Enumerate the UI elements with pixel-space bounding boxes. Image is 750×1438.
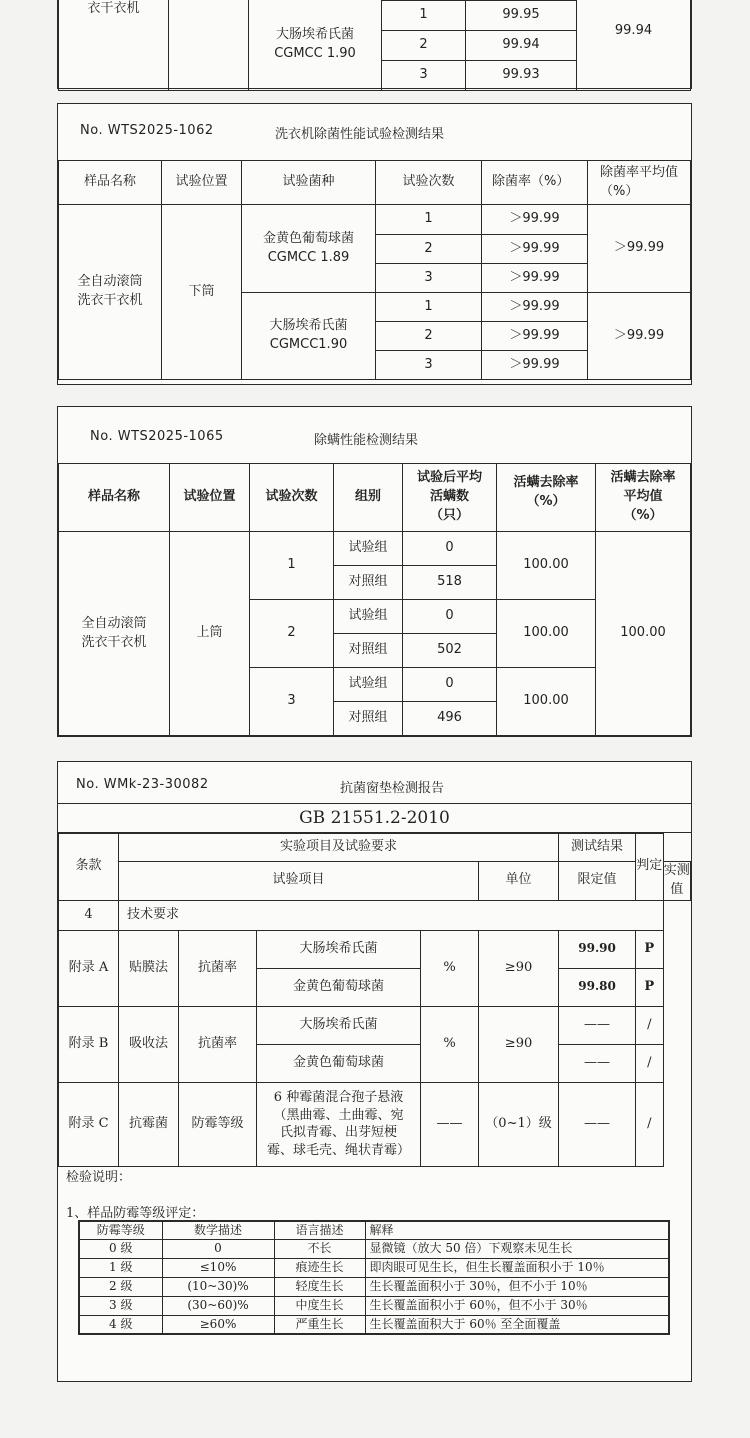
appendix-c: 附录 C (59, 1082, 119, 1166)
strain-cell: 金黄色葡萄球菌 (257, 968, 421, 1006)
strain-cell: 金黄色葡萄球菌 (257, 1044, 421, 1082)
grade-explain: 生长覆盖面积小于 30％，但不小于 10％ (365, 1277, 669, 1296)
col-removal-rate: 活螨去除率 （%） (497, 464, 596, 532)
header-row (59, 161, 691, 205)
group-cell: 对照组 (334, 634, 403, 668)
measured-cell: 99.80 (559, 968, 636, 1006)
rate-cell: 99.94 (466, 31, 577, 61)
grade-explain: 生长覆盖面积大于 60％ 至全面覆盖 (365, 1315, 669, 1334)
rate-cell: 99.95 (466, 1, 577, 31)
grade-level: 2 级 (79, 1277, 162, 1296)
count-cell: 496 (403, 702, 497, 736)
window-gasket-card (57, 761, 692, 1382)
measured-cell: —— (559, 1044, 636, 1082)
col-avg-mites: 试验后平均 活螨数 （只） (403, 464, 497, 532)
header-row (59, 464, 691, 532)
grade-lang: 不长 (274, 1239, 365, 1258)
grade-header: 防霉等级 (79, 1221, 162, 1239)
grade-level: 1 级 (79, 1258, 162, 1277)
notes-item-1: 1、样品防霉等级评定： (66, 1206, 205, 1221)
removal-rate: 100.00 (497, 600, 596, 668)
grade-math: 0 (162, 1239, 274, 1258)
rate-cell: ＞99.99 (482, 322, 588, 351)
col-result: 测试结果 (559, 834, 636, 862)
standard-code: GB 21551.2-2010 (58, 804, 691, 833)
sample-name: 衣干衣机 (59, 0, 169, 91)
limit-cell: ≥90 (479, 1006, 559, 1082)
grade-math: (10~30)% (162, 1277, 274, 1296)
col-sample: 样品名称 (59, 161, 162, 205)
unit-cell: % (421, 1006, 479, 1082)
verdict-cell: / (636, 1082, 663, 1166)
verdict-cell: P (636, 930, 663, 968)
tech-requirements: 技术要求 (119, 900, 664, 930)
grade-lang: 中度生长 (274, 1296, 365, 1315)
position-cell: 上筒 (170, 532, 250, 736)
col-run: 试验次数 (250, 464, 334, 532)
grade-row (79, 1315, 669, 1334)
count-cell: 0 (403, 600, 497, 634)
strain-cell: 大肠埃希氏菌 (257, 930, 421, 968)
strain-cell: 大肠埃希氏菌 (257, 1006, 421, 1044)
count-cell: 0 (403, 532, 497, 566)
col-sample: 样品名称 (59, 464, 170, 532)
mite-removal-card (57, 406, 692, 737)
col-items-req: 实验项目及试验要求 (119, 834, 559, 862)
run-cell: 1 (376, 205, 482, 235)
rate-cell: ＞99.99 (482, 205, 588, 235)
grade-row (79, 1277, 669, 1296)
antibacterial-table-top (57, 0, 692, 89)
rate-cell: ＞99.99 (482, 264, 588, 293)
col-removal-avg: 活螨去除率 平均值 （%） (596, 464, 691, 532)
item-cell: 抗菌率 (179, 1006, 257, 1082)
limit-cell: （0~1）级 (479, 1082, 559, 1166)
grade-header: 数学描述 (162, 1221, 274, 1239)
col-clause: 条款 (59, 834, 119, 901)
sample-name: 全自动滚筒 洗衣干衣机 (59, 532, 170, 736)
card-header (58, 762, 691, 804)
report-number: No. WTS2025-1062 (80, 123, 214, 138)
group-cell: 对照组 (334, 702, 403, 736)
grade-explain: 即肉眼可见生长，但生长覆盖面积小于 10％ (365, 1258, 669, 1277)
removal-avg: 100.00 (596, 532, 691, 736)
run-cell: 3 (376, 351, 482, 380)
rate-cell: ＞99.99 (482, 351, 588, 380)
method-cell: 抗霉菌 (119, 1082, 179, 1166)
strain-cell: 大肠埃希氏菌 CGMCC1.90 (242, 293, 376, 380)
col-position: 试验位置 (170, 464, 250, 532)
grade-lang: 痕迹生长 (274, 1258, 365, 1277)
run-cell: 3 (250, 668, 334, 736)
unit-cell: —— (421, 1082, 479, 1166)
run-cell: 3 (376, 264, 482, 293)
run-cell: 1 (250, 532, 334, 600)
col-measured: 实测值 (663, 862, 690, 901)
run-cell: 2 (382, 31, 466, 61)
rate-cell: 99.93 (466, 61, 577, 91)
col-group: 组别 (334, 464, 403, 532)
grade-explain: 生长覆盖面积小于 60％，但不小于 30％ (365, 1296, 669, 1315)
run-cell: 1 (376, 293, 482, 322)
verdict-cell: P (636, 968, 663, 1006)
count-cell: 518 (403, 566, 497, 600)
card-header (58, 104, 691, 161)
col-rate: 除菌率（%） (482, 161, 588, 205)
mite-table (58, 463, 691, 736)
measured-cell: 99.90 (559, 930, 636, 968)
col-avg: 除菌率平均值（%） (588, 161, 691, 205)
run-cell: 2 (376, 322, 482, 351)
col-unit: 单位 (479, 862, 559, 901)
card-header (58, 407, 691, 464)
grade-row (79, 1239, 669, 1258)
mold-desc: 6 种霉菌混合孢子悬液 （黑曲霉、土曲霉、宛 氏拟青霉、出芽短梗 霉、球毛壳、绳状青霉） (257, 1082, 421, 1166)
verdict-cell: / (636, 1044, 663, 1082)
report-title: 洗衣机除菌性能试验检测结果 (275, 127, 445, 142)
position-cell: 下筒 (162, 205, 242, 380)
appendix-b: 附录 B (59, 1006, 119, 1082)
sterilization-table (58, 160, 691, 380)
avg-rate: 99.94 (577, 0, 691, 91)
appendix-a: 附录 A (59, 930, 119, 1006)
grade-lang: 严重生长 (274, 1315, 365, 1334)
run-cell: 1 (382, 1, 466, 31)
grade-math: (30~60)% (162, 1296, 274, 1315)
removal-rate: 100.00 (497, 668, 596, 736)
col-position: 试验位置 (162, 161, 242, 205)
grade-math: ≤10% (162, 1258, 274, 1277)
count-cell: 502 (403, 634, 497, 668)
mold-grade-table-wrap (78, 1220, 670, 1335)
col-run: 试验次数 (376, 161, 482, 205)
col-item: 试验项目 (119, 862, 479, 901)
strain-cell: 金黄色葡萄球菌 CGMCC 1.89 (242, 205, 376, 293)
item-cell: 防霉等级 (179, 1082, 257, 1166)
position-cell (169, 0, 249, 91)
rate-cell: ＞99.99 (482, 235, 588, 264)
report-title: 除螨性能检测结果 (314, 433, 419, 448)
report-number: No. WTS2025-1065 (90, 429, 224, 444)
grade-level: 4 级 (79, 1315, 162, 1334)
measured-cell: —— (559, 1006, 636, 1044)
group-cell: 试验组 (334, 668, 403, 702)
rate-cell: ＞99.99 (482, 293, 588, 322)
avg-rate: ＞99.99 (588, 293, 691, 380)
count-cell: 0 (403, 668, 497, 702)
washer-sterilization-card (57, 103, 692, 385)
method-cell: 吸收法 (119, 1006, 179, 1082)
table-top-grid (58, 0, 691, 91)
limit-cell: ≥90 (479, 930, 559, 1006)
verdict-cell: / (636, 1006, 663, 1044)
grade-row (79, 1296, 669, 1315)
run-cell: 2 (376, 235, 482, 264)
run-cell: 2 (250, 600, 334, 668)
notes-title: 检验说明： (66, 1170, 132, 1185)
report-title: 抗菌窗垫检测报告 (340, 781, 445, 796)
col-verdict: 判定 (636, 834, 663, 901)
measured-cell: —— (559, 1082, 636, 1166)
grade-level: 0 级 (79, 1239, 162, 1258)
report-number: No. WMk-23-30082 (76, 777, 209, 792)
item-cell: 抗菌率 (179, 930, 257, 1006)
run-cell: 3 (382, 61, 466, 91)
grade-explain: 显微镜（放大 50 倍）下观察未见生长 (365, 1239, 669, 1258)
avg-rate: ＞99.99 (588, 205, 691, 293)
method-cell: 贴膜法 (119, 930, 179, 1006)
grade-header: 解释 (365, 1221, 669, 1239)
removal-rate: 100.00 (497, 532, 596, 600)
unit-cell: % (421, 930, 479, 1006)
grade-header: 语言描述 (274, 1221, 365, 1239)
clause-4: 4 (59, 900, 119, 930)
group-cell: 试验组 (334, 532, 403, 566)
grade-level: 3 级 (79, 1296, 162, 1315)
mold-grade-table (78, 1220, 670, 1335)
grade-lang: 轻度生长 (274, 1277, 365, 1296)
sample-name: 全自动滚筒 洗衣干衣机 (59, 205, 162, 380)
grade-math: ≥60% (162, 1315, 274, 1334)
grade-row (79, 1258, 669, 1277)
gasket-table (58, 833, 691, 1167)
group-cell: 对照组 (334, 566, 403, 600)
col-strain: 试验菌种 (242, 161, 376, 205)
col-limit: 限定值 (559, 862, 636, 901)
strain-cell: 大肠埃希氏菌 CGMCC 1.90 (249, 1, 382, 91)
group-cell: 试验组 (334, 600, 403, 634)
